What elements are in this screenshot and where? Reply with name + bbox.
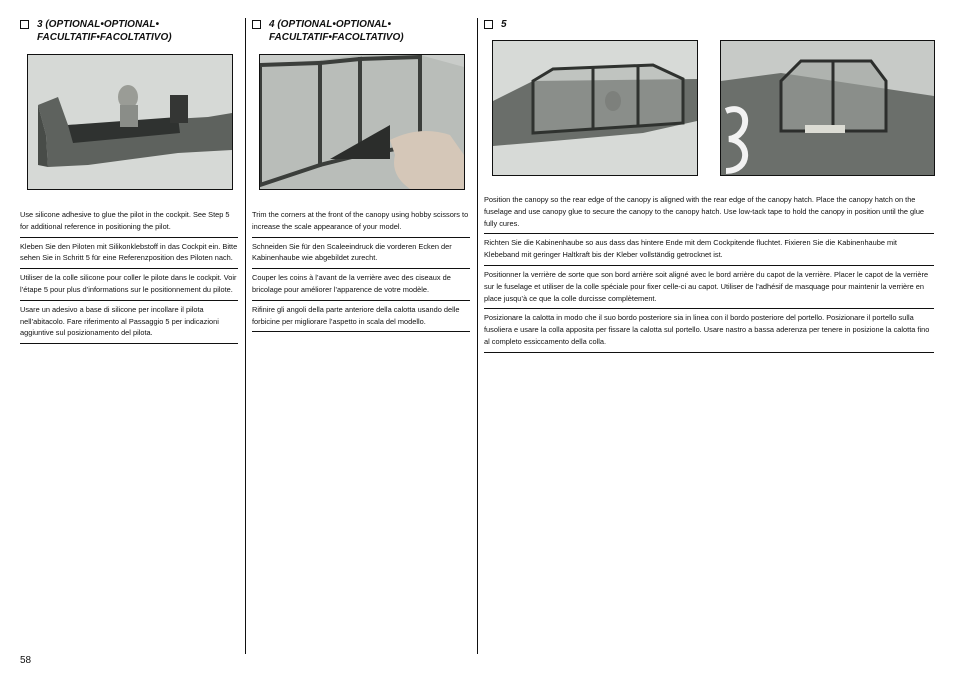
step-3-heading — [20, 18, 238, 44]
step-4-text — [252, 206, 470, 332]
step-5-paragraph-en: Position the canopy so the rear edge of the canopy is aligned with the rear edge of the canopy hatch. Place the canopy hatch on the fuselage and use canopy glue to secure the canopy to the canopy hatch. Use low-tack tape to hold the canopy in position until the glue fully cures. — [484, 191, 934, 234]
step-3-title: 3 (OPTIONAL•OPTIONAL• FACULTATIF•FACOLTATIVO) — [37, 19, 172, 43]
step-3-photo — [27, 54, 233, 190]
step-4-paragraph-it: Rifinire gli angoli della parte anteriore della calotta usando delle forbicine per migliorare l’aspetto in scala del modello. — [252, 301, 470, 333]
column-divider — [245, 18, 246, 654]
fuselage-cockpit-pilot-illustration — [28, 55, 232, 189]
step-3-paragraph-en: Use silicone adhesive to glue the pilot in the cockpit. See Step 5 for additional reference in positioning the pilot. — [20, 206, 238, 238]
step-3-paragraph-de: Kleben Sie den Piloten mit Silikonklebstoff in das Cockpit ein. Bitte sehen Sie in Schritt 5 für eine Referenzposition des Piloten nach. — [20, 238, 238, 270]
step-5-photo-b — [720, 40, 935, 176]
step-3-text — [20, 206, 238, 344]
checkbox-icon[interactable] — [484, 20, 493, 29]
checkbox-icon[interactable] — [252, 20, 261, 29]
canopy-trim-illustration — [260, 55, 464, 189]
step-4-paragraph-fr: Couper les coins à l’avant de la verrière avec des ciseaux de bricolage pour améliorer l’apparence de votre modèle. — [252, 269, 470, 301]
step-4-paragraph-de: Schneiden Sie für den Scaleeindruck die vorderen Ecken der Kabinenhaube wie abgebildet zurecht. — [252, 238, 470, 270]
step-5-text — [484, 191, 934, 353]
step-4-paragraph-en: Trim the corners at the front of the canopy using hobby scissors to increase the scale appearance of your model. — [252, 206, 470, 238]
step-3-paragraph-it: Usare un adesivo a base di silicone per incollare il pilota nell’abitacolo. Fare riferimento al Passaggio 5 per indicazioni aggiuntive sul posizionamento del pilota. — [20, 301, 238, 344]
step-5-heading — [484, 18, 934, 31]
canopy-taped-fuselage-illustration — [721, 41, 934, 175]
step-4-column — [252, 18, 470, 44]
page-number: 58 — [20, 655, 32, 666]
step-5-title: 5 — [501, 19, 507, 30]
step-3-paragraph-fr: Utiliser de la colle silicone pour coller le pilote dans le cockpit. Voir l’étape 5 pour plus d’informations sur le positionnement du pilote. — [20, 269, 238, 301]
step-5-paragraph-de: Richten Sie die Kabinenhaube so aus dass das hintere Ende mit dem Cockpitende fluchtet. Fixieren Sie die Kabinenhaube mit Klebeband mit geringer Haltkraft bis der Kleber vollständig getrocknet ist. — [484, 234, 934, 266]
column-divider — [477, 18, 478, 654]
step-3-column — [20, 18, 238, 44]
step-5-paragraph-it: Posizionare la calotta in modo che il suo bordo posteriore sia in linea con il bordo posteriore del portello. Posizionare il portello sulla fusoliera e usare la colla apposita per fissare la calotta sul portello. Usare nastro a bassa aderenza per tenere in posizione la calotta fino al completo essiccamento della colla. — [484, 309, 934, 352]
canopy-on-hatch-illustration — [493, 41, 697, 175]
step-4-title: 4 (OPTIONAL•OPTIONAL• FACULTATIF•FACOLTATIVO) — [269, 19, 404, 43]
step-4-heading — [252, 18, 470, 44]
step-5-photo-a — [492, 40, 698, 176]
checkbox-icon[interactable] — [20, 20, 29, 29]
step-4-photo — [259, 54, 465, 190]
step-5-column — [484, 18, 934, 31]
step-5-paragraph-fr: Positionner la verrière de sorte que son bord arrière soit aligné avec le bord arrière du capot de la verrière. Placer le capot de la verrière sur le fuselage et utiliser de la colle spéciale pour fixer celle-ci au capot. Utiliser de l’adhésif de masquage pour maintenir la verrière en place jusqu’à ce que la colle durcisse complètement. — [484, 266, 934, 309]
